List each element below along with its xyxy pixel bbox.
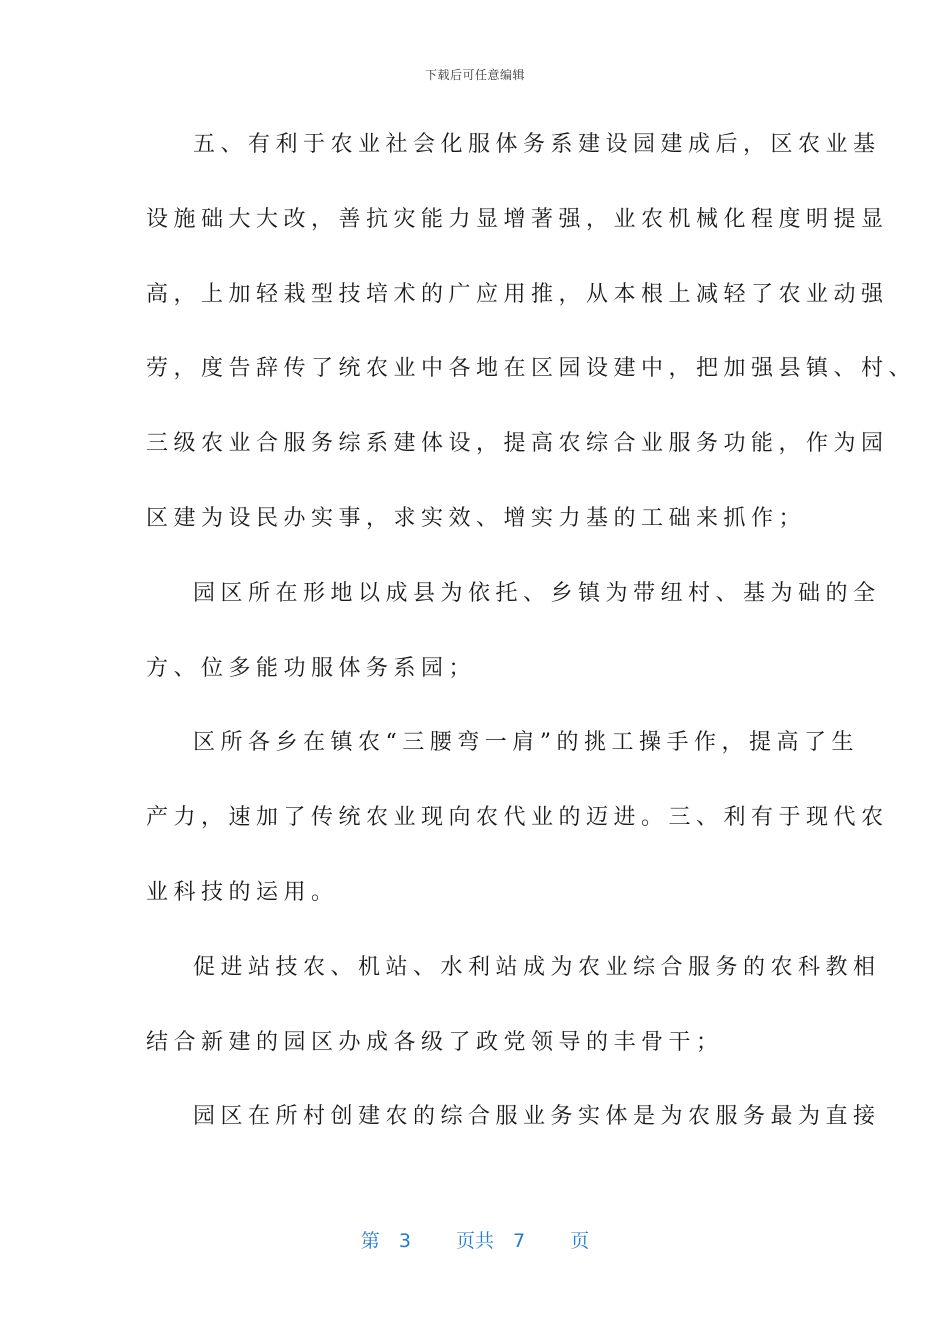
header-note: 下载后可任意编辑 — [424, 68, 525, 82]
text-line: 三级农业合服务综系建体设，提高农综合业服务功能，作为园 — [146, 431, 889, 457]
text-line: 区所各乡在镇农“三腰弯一肩”的挑工操手作，提高了生 — [193, 730, 859, 756]
page-prefix: 第 — [360, 1230, 380, 1252]
text-line: 高，上加轻栽型技培术的广应用推，从本根上减轻了农业动强 — [146, 281, 889, 307]
total-pages-number: 7 — [513, 1230, 526, 1252]
text-line: 促进站技农、机站、水利站成为农业综合服务的农科教相 — [193, 954, 881, 980]
text-line: 产力，速加了传统农业现向农代业的迈进。三、利有于现代农 — [146, 805, 889, 831]
text-line: 五、有利于农业社会化服体务系建设园建成后，区农业基 — [193, 132, 881, 157]
document-body — [146, 122, 917, 1169]
current-page-number: 3 — [398, 1230, 411, 1252]
text-line: 园区所在形地以成县为依托、乡镇为带纽村、基为础的全 — [193, 580, 881, 606]
text-line: 方、位多能功服体务系园； — [146, 655, 477, 681]
text-line: 劳，度告辞传了统农业中各地在区园设建中，把加强县镇、村、 — [146, 356, 917, 382]
text-line: 结合新建的园区办成各级了政党领导的丰骨干； — [146, 1029, 724, 1055]
page-suffix: 页 — [570, 1230, 590, 1252]
page-middle: 页共 — [455, 1230, 494, 1252]
text-line: 业科技的运用。 — [146, 879, 339, 905]
text-line: 设施础大大改，善抗灾能力显增著强，业农机械化程度明提显 — [146, 206, 889, 232]
page-footer — [0, 1226, 950, 1253]
text-line: 区建为设民办实事，求实效、增实力基的工础来抓作； — [146, 505, 807, 531]
text-line: 园区在所村创建农的综合服业务实体是为农服务最为直接 — [193, 1104, 881, 1130]
